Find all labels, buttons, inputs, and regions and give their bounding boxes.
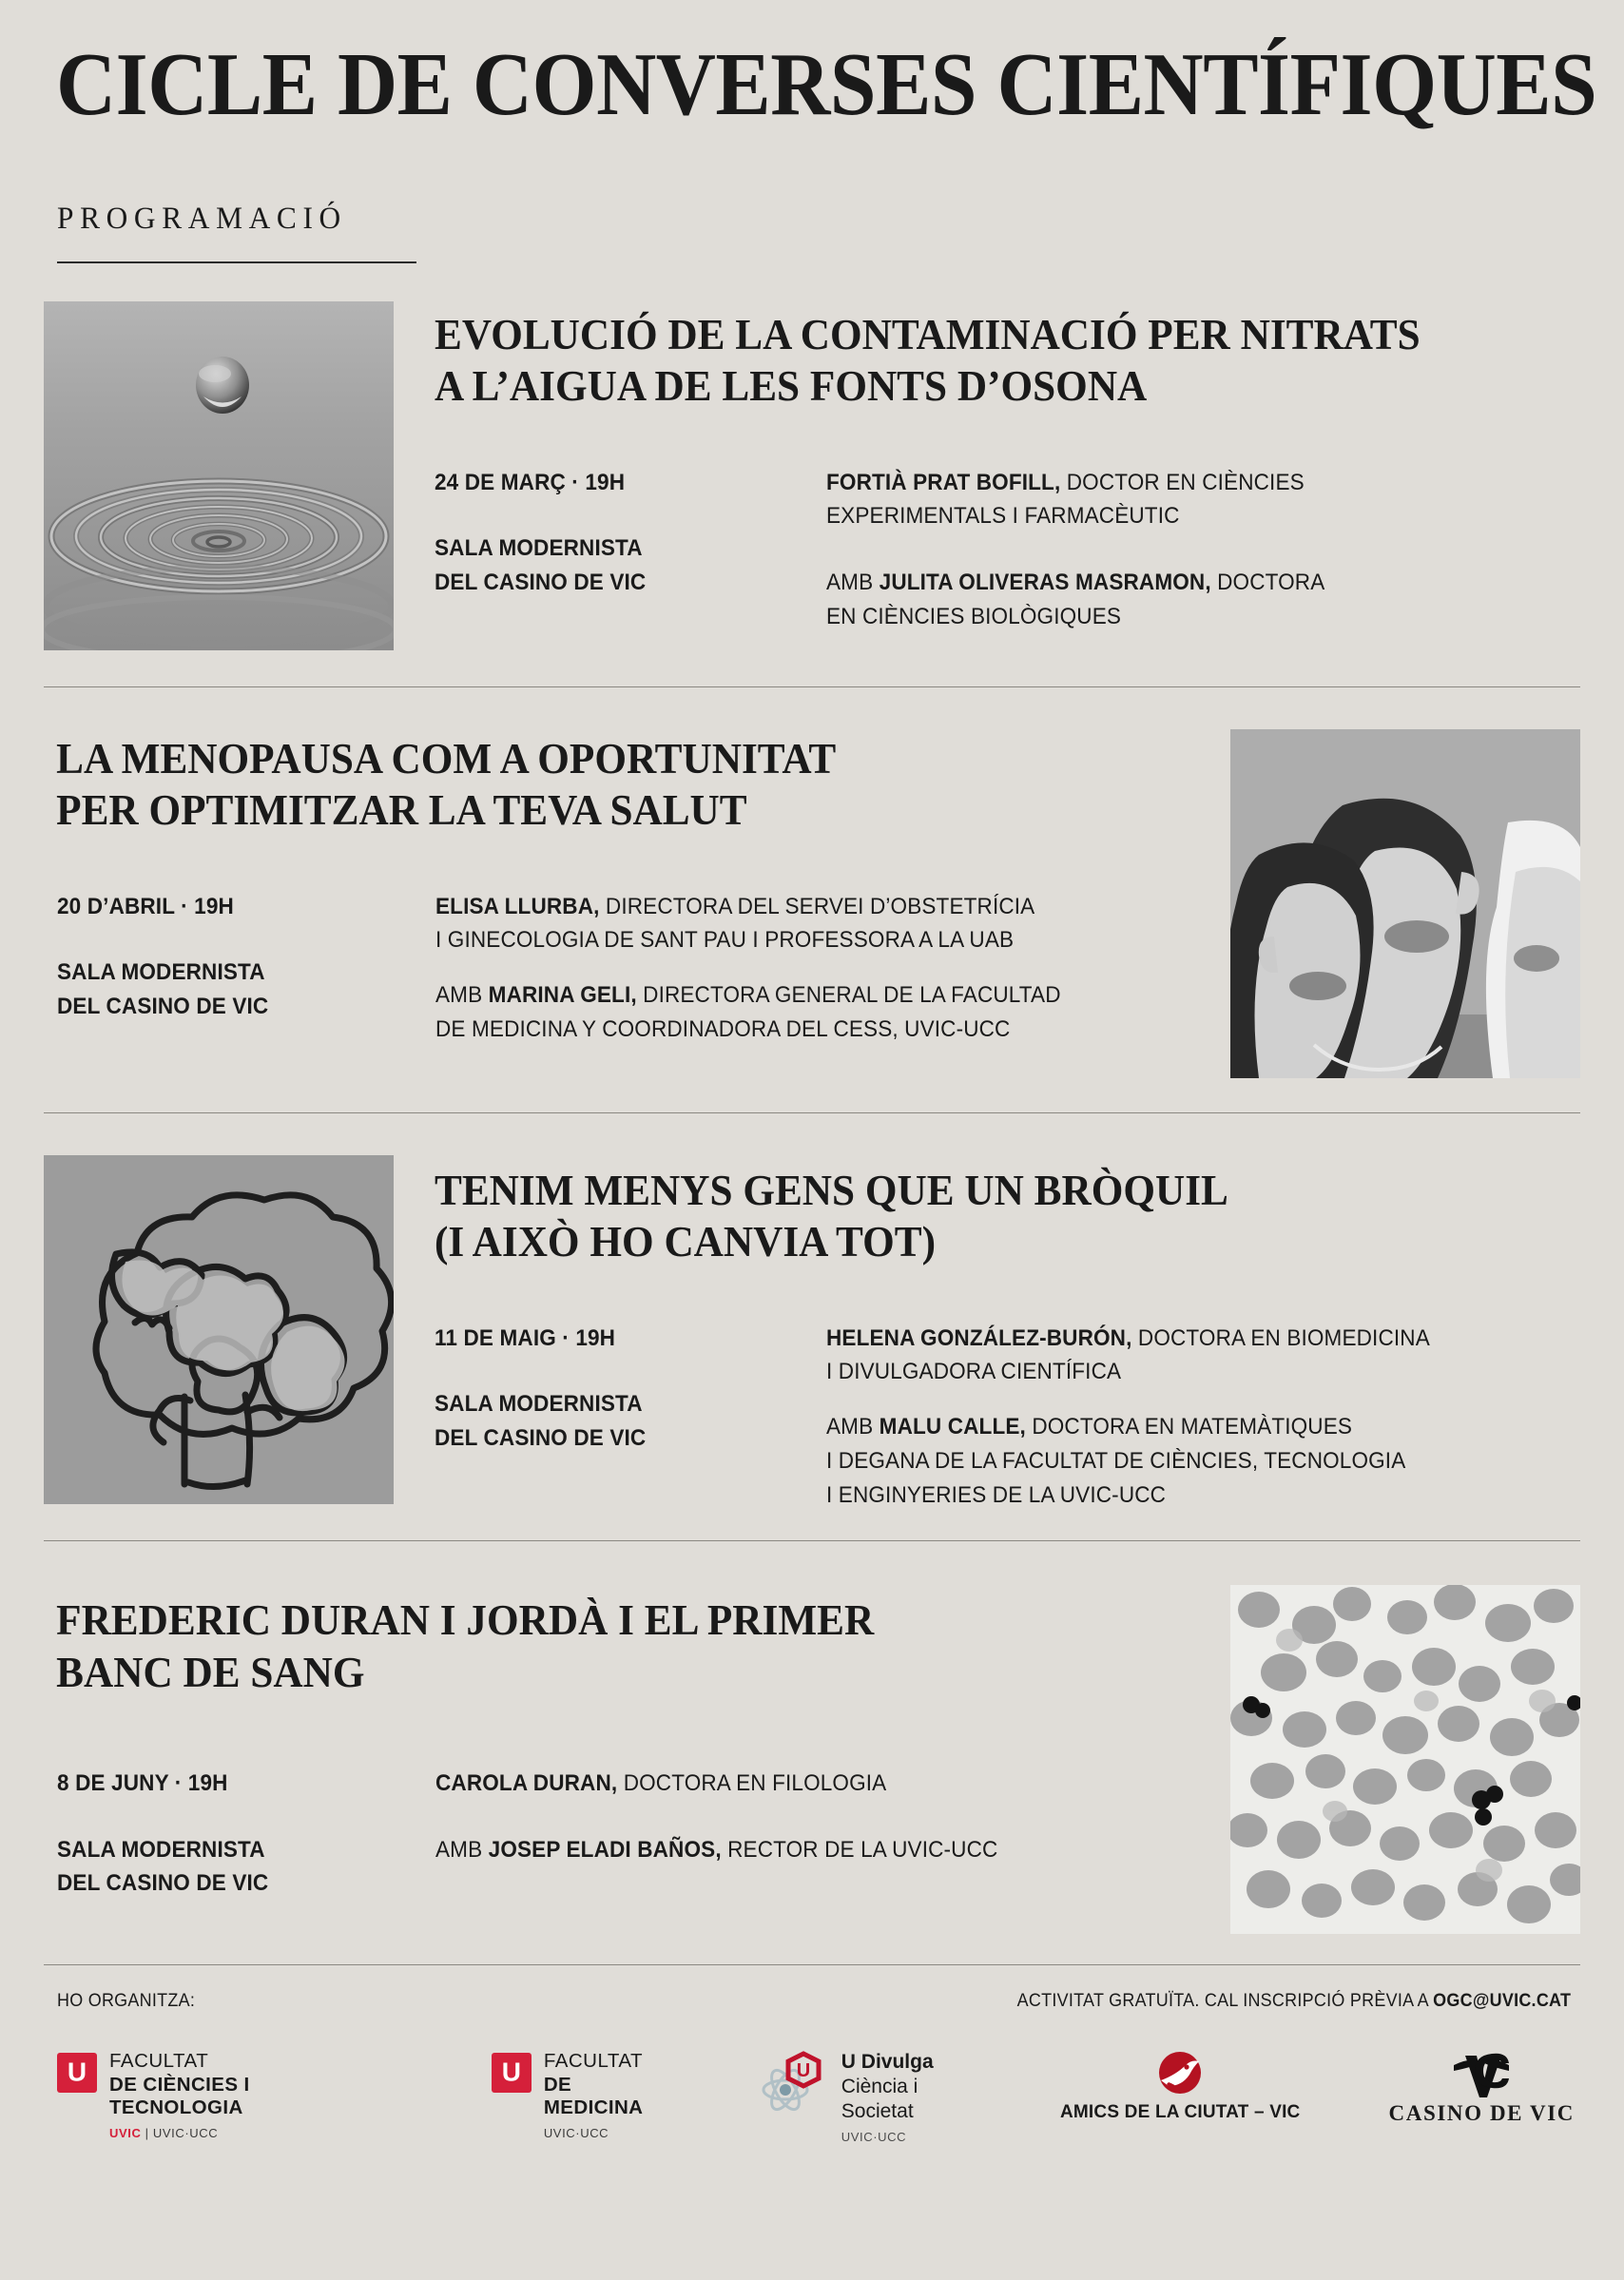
speaker-primary-line2: I GINECOLOGIA DE SANT PAU I PROFESSORA A LA UAB [435,927,1015,954]
section-rule [57,261,416,263]
event-venue-line2: DEL CASINO DE VIC [57,994,269,1020]
logo-line3-rest: | UVIC·UCC [141,2125,219,2140]
logo-line2: Ciència i Societat [841,2075,918,2122]
event-image-three-women [1230,729,1580,1078]
logo-line2: DE CIÈNCIES I TECNOLOGIA [109,2073,250,2118]
event-date: 24 DE MARÇ · 19H [435,469,626,495]
u-divulga-hexagon-atom-icon [760,2050,830,2117]
speaker-secondary-prefix: AMB [435,982,489,1009]
logo-u-divulga[interactable] [760,2050,989,2144]
event-image-blood-cells [1230,1585,1580,1934]
page-title: CICLE DE CONVERSES CIENTÍFIQUES [56,35,1597,134]
divider [44,1112,1580,1113]
event-body [394,301,1580,650]
logo-label: AMICS DE LA CIUTAT – VIC [1059,2102,1301,2123]
logo-line3 [109,2126,379,2140]
logo-amics-ciutat-vic[interactable] [1060,2050,1301,2123]
logo-line3: UVIC·UCC [543,2125,609,2140]
speaker-secondary-role: DIRECTORA GENERAL DE LA FACULTAD [636,982,1061,1009]
speaker-primary-name: HELENA GONZÁLEZ-BURÓN, [826,1324,1132,1351]
speaker-primary-name: CAROLA DURAN, [435,1769,618,1796]
event-meta [435,466,1580,634]
speaker-primary-line1 [435,890,1135,924]
spacer [826,1389,1580,1410]
logo-line3: UVIC·UCC [841,2130,907,2145]
speaker-secondary-prefix: AMB [435,1836,489,1863]
speaker-secondary-line3: I ENGINYERIES DE LA UVIC-UCC [826,1481,1167,1508]
speaker-primary-role: DIRECTORA DEL SERVEI D’OBSTETRÍCIA [599,893,1035,919]
spacer [435,499,826,531]
spacer [435,957,1196,978]
event-title-line2: PER OPTIMITZAR LA TEVA SALUT [56,785,747,835]
footer [44,1990,1580,2144]
event-row [44,1155,1580,1512]
event-row [44,301,1580,650]
speaker-secondary-role: DOCTORA EN MATEMÀTIQUES [1025,1414,1353,1440]
logo-line1: FACULTAT [109,2050,209,2073]
event-date-venue [57,890,435,1047]
registration-email[interactable]: OGC@UVIC.CAT [1432,1990,1571,2012]
event-date: 8 DE JUNY · 19H [57,1769,228,1796]
event-date-venue [435,1322,826,1513]
event-venue-line2: DEL CASINO DE VIC [435,1425,647,1452]
logo-text [109,2050,379,2140]
event-row [44,729,1580,1078]
event-title-line2: (I AIXÒ HO CANVIA TOT) [435,1217,936,1266]
event-speakers [435,1767,1196,1901]
event-date: 20 D’ABRIL · 19H [57,893,234,919]
speaker-primary-line1 [826,466,1520,500]
section-label: PROGRAMACIÓ [57,202,347,236]
spacer [57,1801,435,1833]
event-title-line1: LA MENOPAUSA COM A OPORTUNITAT [56,734,837,783]
logo-line1: FACULTAT [543,2050,644,2073]
speaker-primary-line1 [435,1767,1135,1801]
event-venue-line1: SALA MODERNISTA [57,1836,265,1863]
event-speakers [826,1322,1580,1513]
event-venue-line2: DEL CASINO DE VIC [435,570,647,596]
logo-facultat-medicina[interactable] [492,2050,671,2140]
event-speakers [826,466,1580,634]
spacer [57,923,435,956]
logo-text [841,2050,989,2144]
event-date-venue [57,1767,435,1901]
divider [44,686,1580,687]
speaker-primary-role: DOCTORA EN BIOMEDICINA [1131,1324,1430,1351]
uvic-u-mark-icon [492,2053,532,2093]
speaker-primary-role: DOCTORA EN FILOLOGIA [617,1769,887,1796]
event-body [44,729,1230,1078]
speaker-primary-role: DOCTOR EN CIÈNCIES [1060,469,1305,495]
divider [44,1964,1580,1965]
speaker-secondary-name: MALU CALLE, [879,1414,1026,1440]
event-image-broccoli-brain [44,1155,394,1504]
speaker-secondary-name: MARINA GELI, [488,982,637,1009]
event-meta [44,890,1196,1047]
event-venue-line2: DEL CASINO DE VIC [57,1870,269,1897]
logo-line2: DE MEDICINA [543,2073,644,2118]
speaker-primary-name: FORTIÀ PRAT BOFILL, [826,469,1061,495]
speaker-secondary-name: JULITA OLIVERAS MASRAMON, [879,570,1211,596]
divider [44,1540,1580,1541]
casino-vic-vc-monogram-icon [1450,2050,1513,2099]
spacer [435,1355,826,1387]
event-title-line1: FREDERIC DURAN I JORDÀ I EL PRIMER [56,1595,875,1645]
speaker-secondary-line2: I DEGANA DE LA FACULTAT DE CIÈNCIES, TECNOLOGIA [826,1447,1406,1474]
organizer-label: HO ORGANITZA: [57,1990,196,2012]
event-venue-line1: SALA MODERNISTA [435,535,643,562]
logo-line3-red: UVIC [109,2125,142,2140]
logo-line1: U Divulga [841,2051,934,2074]
uvic-u-mark-icon [57,2053,97,2093]
spacer [826,533,1580,566]
logo-row [57,2050,1580,2144]
speaker-secondary-line1 [435,1833,1135,1867]
event-title-line1: EVOLUCIÓ DE LA CONTAMINACIÓ PER NITRATS [435,310,1421,358]
speaker-primary-line2: I DIVULGADORA CIENTÍFICA [826,1359,1122,1385]
logo-text [544,2050,671,2140]
event-title-line1: TENIM MENYS GENS QUE UN BRÒQUIL [435,1166,1228,1214]
event-meta [435,1322,1580,1513]
speaker-secondary-line2: EN CIÈNCIES BIOLÒGIQUES [826,603,1122,629]
event-venue-line1: SALA MODERNISTA [57,959,265,986]
svg-text:U: U [796,2060,811,2082]
speaker-secondary-line2: DE MEDICINA Y COORDINADORA DEL CESS, UVIC-UCC [435,1015,1011,1042]
speaker-secondary-role: RECTOR DE LA UVIC-UCC [721,1836,998,1863]
event-date-venue [435,466,826,634]
event-date: 11 DE MAIG · 19H [435,1324,616,1351]
event-title-line2: A L’AIGUA DE LES FONTS D’OSONA [435,361,1148,411]
logo-casino-de-vic[interactable] [1389,2050,1575,2126]
event-venue-line1: SALA MODERNISTA [435,1391,643,1418]
speaker-primary-name: ELISA LLURBA, [435,893,600,919]
event-meta [44,1767,1196,1901]
registration-text: ACTIVITAT GRATUÏTA. CAL INSCRIPCIÓ PRÈVIA A [1016,1990,1433,2012]
event-body [44,1585,1230,1934]
spacer [435,1801,1196,1833]
footer-text-row [57,1990,1580,2012]
speaker-secondary-name: JOSEP ELADI BAÑOS, [488,1836,722,1863]
registration-note [1016,1990,1571,2012]
event-speakers [435,890,1196,1047]
speaker-secondary-line1 [826,1410,1520,1444]
logo-facultat-ciencies-tecnologia[interactable] [57,2050,379,2140]
speaker-secondary-prefix: AMB [826,1414,880,1440]
speaker-secondary-line1 [435,978,1135,1013]
speaker-primary-line2: EXPERIMENTALS I FARMACÈUTIC [826,503,1180,530]
speaker-secondary-line1 [826,566,1520,600]
speaker-secondary-prefix: AMB [826,570,880,596]
speaker-primary-line1 [826,1322,1520,1356]
event-image-water-drop [44,301,394,650]
event-row [44,1585,1580,1934]
event-body [394,1155,1580,1512]
event-title-line2: BANC DE SANG [56,1647,365,1696]
programacio-section [44,202,1580,263]
logo-label: CASINO DE VIC [1388,2101,1575,2126]
speaker-secondary-role: DOCTORA [1210,570,1325,596]
amics-ciutat-bird-icon [1157,2050,1203,2096]
